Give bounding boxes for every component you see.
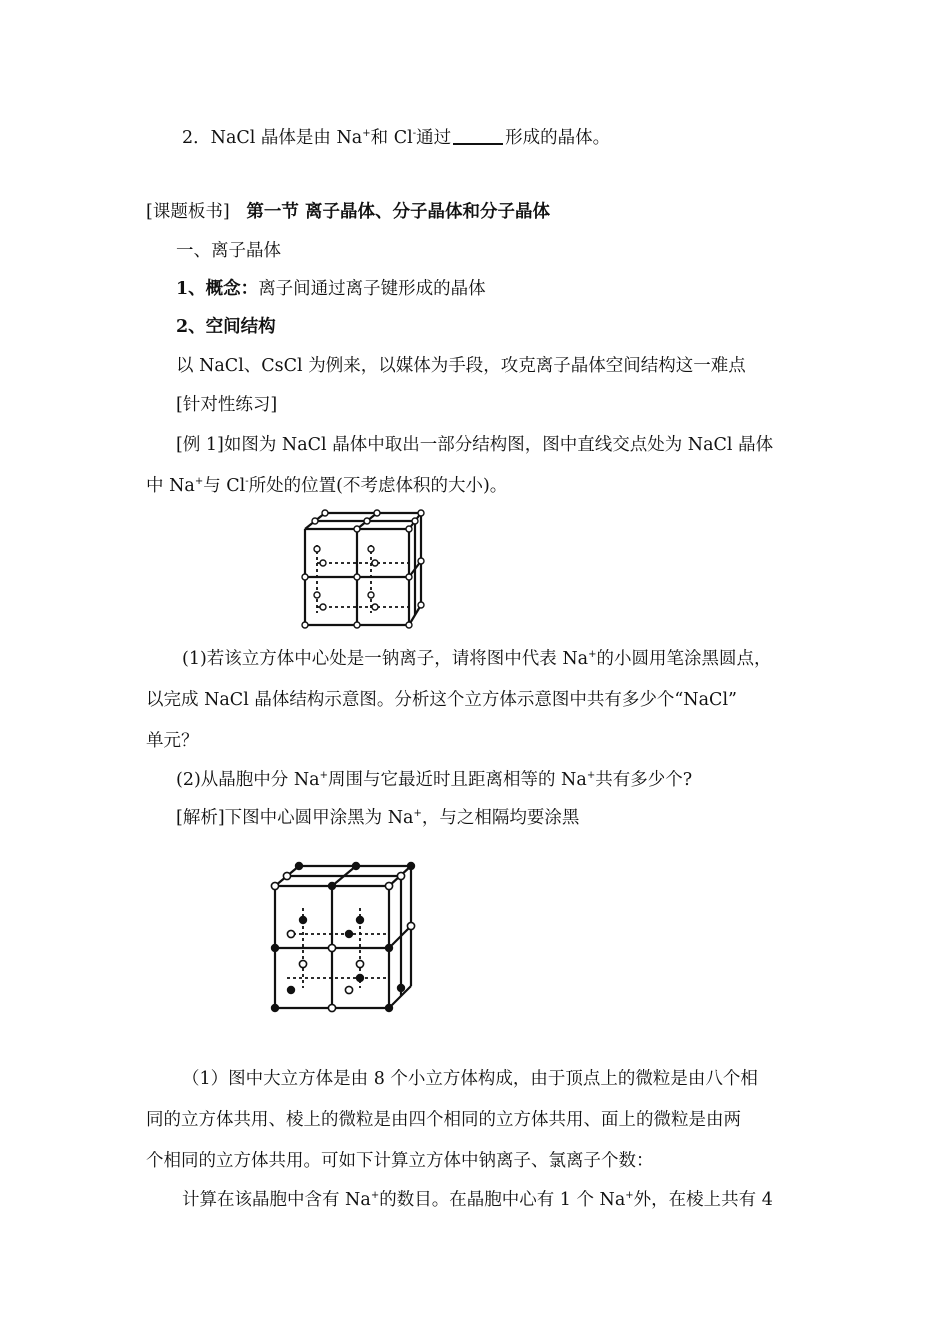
explain-line-3: 个相同的立方体共用。可如下计算立方体中钠离子、氯离子个数： [146,1151,654,1171]
example-1-line-1: [例 1]如图为 NaCl 晶体中取出一部分结构图，图中直线交点处为 NaCl 晶体 [176,435,774,455]
question-1-line-3: 单元？ [146,731,199,751]
nacl-lattice-figure-2 [265,858,420,1018]
nacl-lattice-figure-1 [295,505,430,635]
explain-line-1: （1）图中大立方体是由 8 个小立方体构成，由于顶点上的微粒是由八个相 [182,1069,758,1089]
question-1-line-2: 以完成 NaCl 晶体结构示意图。分析这个立方体示意图中共有多少个“NaCl” [146,690,737,710]
intro-text: 以 NaCl、CsCl 为例来，以媒体为手段，攻克离子晶体空间结构这一难点 [176,356,746,376]
explain-line-2: 同的立方体共用、棱上的微粒是由四个相同的立方体共用、面上的微粒是由两 [146,1110,741,1130]
page-title: 第一节 离子晶体、分子晶体和分子晶体 [246,202,550,222]
question-2-line: 2．NaCl 晶体是由 Na+和 Cl-通过 形成的晶体。 [182,128,611,148]
question-2-sub: (2)从晶胞中分 Na+周围与它最近时且距离相等的 Na+共有多少个? [176,770,693,790]
practice-label: [针对性练习] [176,395,278,415]
section-heading: [课题板书] 第一节 离子晶体、分子晶体和分子晶体 [146,202,550,222]
structure-heading: 2、空间结构 [176,317,276,337]
concept-line: 1、概念：离子间通过离子键形成的晶体 [176,279,486,299]
analysis-line: [解析]下图中心圆甲涂黑为 Na+，与之相隔均要涂黑 [176,808,580,828]
question-1-line-1: (1)若该立方体中心处是一钠离子，请将图中代表 Na+的小圆用笔涂黑圆点， [182,649,772,669]
answer-blank [453,127,503,145]
example-1-line-2: 中 Na+与 Cl-所处的位置(不考虑体积的大小)。 [146,476,508,496]
subsection-ionic-crystal: 一、离子晶体 [176,241,281,261]
explain-line-4: 计算在该晶胞中含有 Na+的数目。在晶胞中心有 1 个 Na+外，在棱上共有 4 [182,1190,773,1210]
